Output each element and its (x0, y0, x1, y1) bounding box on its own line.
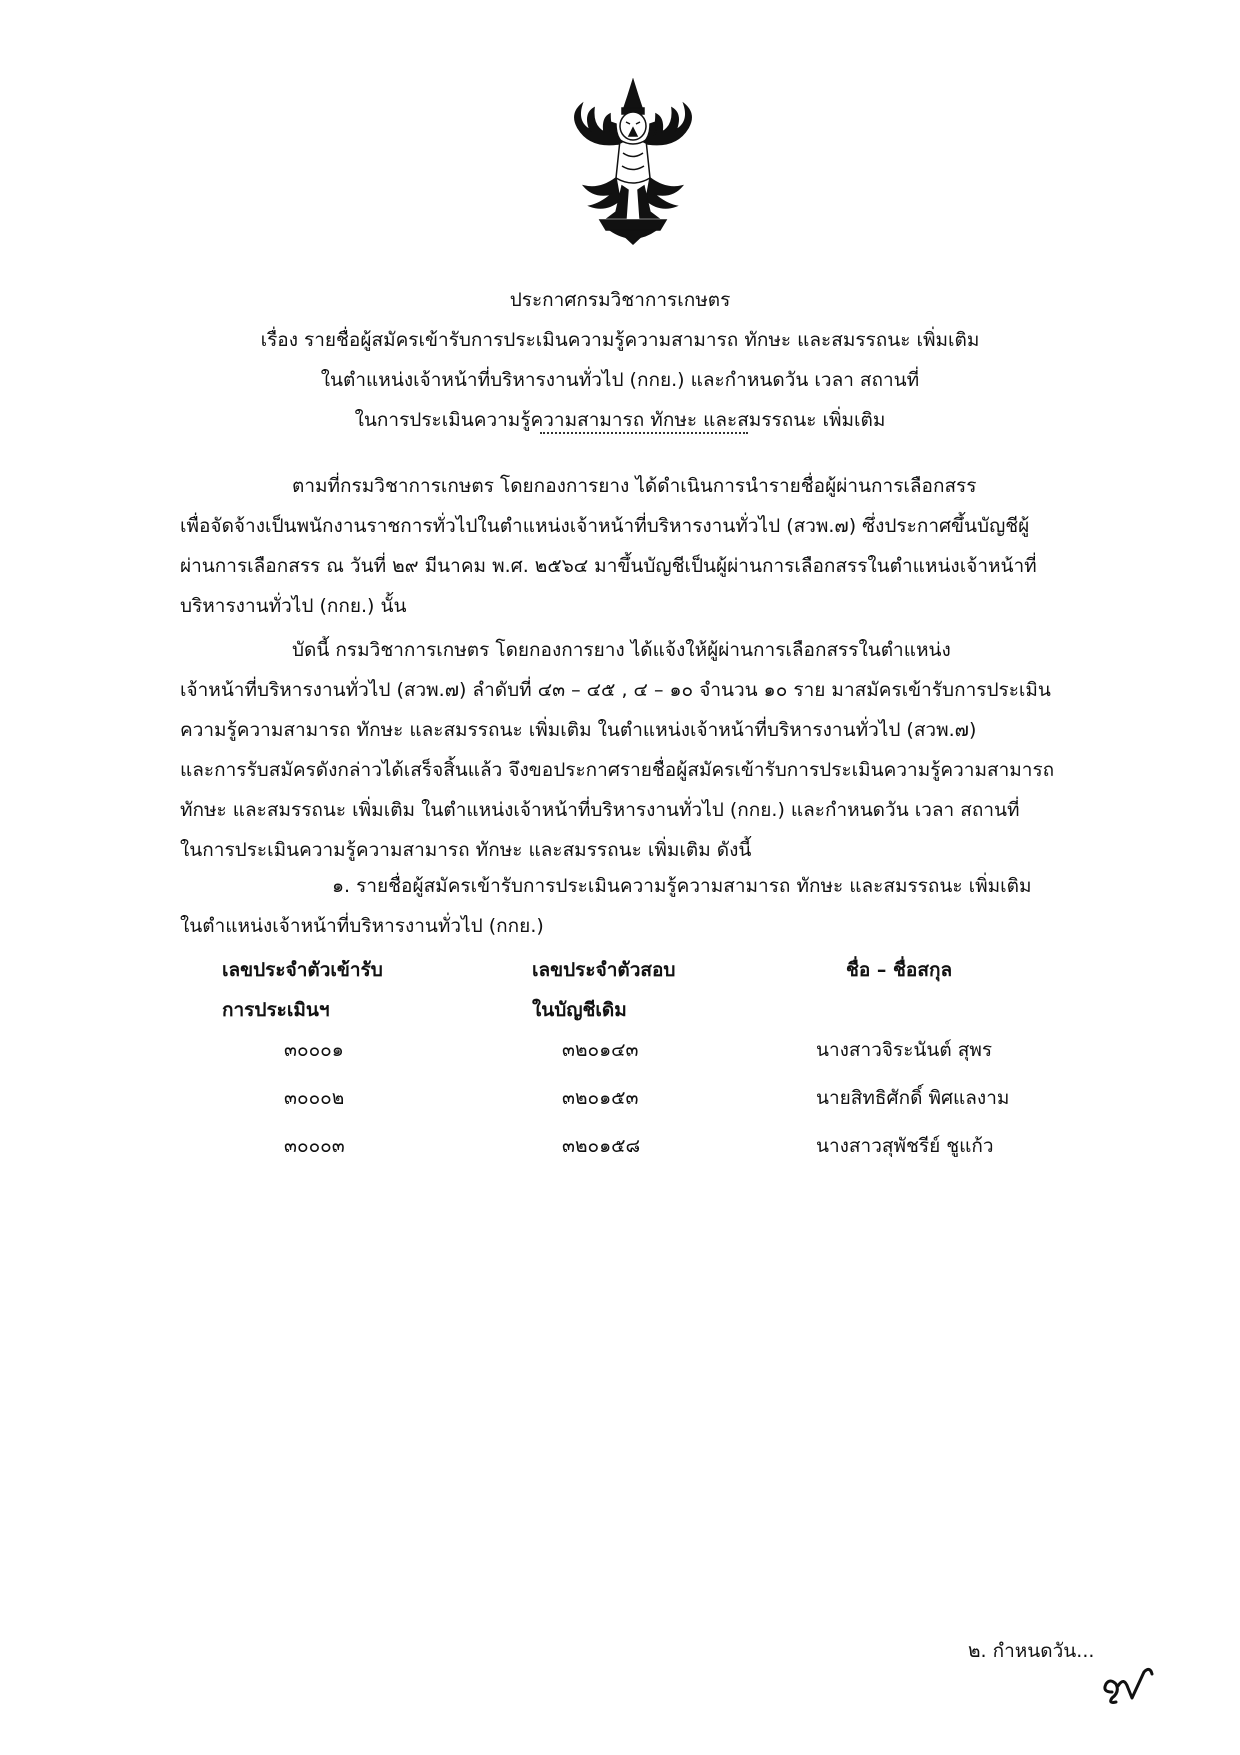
paragraph-line: บริหารงานทั่วไป (กกย.) นั้น (180, 595, 407, 617)
signature-initials (1098, 1662, 1168, 1708)
header-divider (540, 432, 748, 434)
col-header-eval-id (222, 950, 383, 1030)
paragraph-line: เพื่อจัดจ้างเป็นพนักงานราชการทั่วไปในตำแหน่งเจ้าหน้าที่บริหารงานทั่วไป (สวพ.๗) ซึ่งประกาศขึ้นบัญชีผู้ (180, 515, 1030, 537)
paragraph-1 (180, 466, 1100, 626)
col-header-name: ชื่อ – ชื่อสกุล (846, 959, 953, 981)
cell-name: นางสาวจิระนันต์ สุพร (816, 1039, 993, 1061)
announcement-header (0, 280, 1240, 440)
col-header-line: เลขประจำตัวเข้ารับ (222, 959, 383, 981)
paragraph-2 (180, 630, 1100, 870)
paragraph-line: ผ่านการเลือกสรร ณ วันที่ ๒๙ มีนาคม พ.ศ. ๒๕๖๔ มาขึ้นบัญชีเป็นผู้ผ่านการเลือกสรรในตำแหน่งเจ้าหน้าที่ (180, 555, 1037, 577)
paragraph-line: เจ้าหน้าที่บริหารงานทั่วไป (สวพ.๗) ลำดับที่ ๔๓ – ๔๕ , ๔ – ๑๐ จำนวน ๑๐ ราย มาสมัครเข้ารับการประเมิน (180, 679, 1051, 701)
paragraph-line: ในการประเมินความรู้ความสามารถ ทักษะ และสมรรถนะ เพิ่มเติม ดังนี้ (180, 839, 752, 861)
col-header-line: การประเมินฯ (222, 999, 330, 1021)
subject-line-1: เรื่อง รายชื่อผู้สมัครเข้ารับการประเมินความรู้ความสามารถ ทักษะ และสมรรถนะ เพิ่มเติม (260, 329, 980, 351)
subject-line-3: ในการประเมินความรู้ความสามารถ ทักษะ และสมรรถนะ เพิ่มเติม (354, 409, 886, 431)
paragraph-line: ตามที่กรมวิชาการเกษตร โดยกองการยาง ได้ดำเนินการนำรายชื่อผู้ผ่านการเลือกสรร (292, 475, 977, 497)
cell-exam-id: ๓๒๐๑๕๘ (562, 1135, 641, 1157)
cell-eval-id: ๓๐๐๐๓ (284, 1135, 345, 1157)
cell-name: นางสาวสุพัชรีย์ ชูแก้ว (816, 1135, 994, 1157)
paragraph-line: บัดนี้ กรมวิชาการเกษตร โดยกองการยาง ได้แจ้งให้ผู้ผ่านการเลือกสรรในตำแหน่ง (292, 639, 951, 661)
col-header-exam-id (532, 950, 675, 1030)
cell-eval-id: ๓๐๐๐๑ (284, 1039, 344, 1061)
paragraph-line: ทักษะ และสมรรถนะ เพิ่มเติม ในตำแหน่งเจ้าหน้าที่บริหารงานทั่วไป (กกย.) และกำหนดวัน เวลา สถานที่ (180, 799, 1020, 821)
item-1 (180, 866, 1100, 946)
cell-name: นายสิทธิศักดิ์ พิศแลงาม (816, 1087, 1010, 1109)
paragraph-line: และการรับสมัครดังกล่าวได้เสร็จสิ้นแล้ว จึงขอประกาศรายชื่อผู้สมัครเข้ารับการประเมินความรู้ความสามารถ (180, 759, 1055, 781)
garuda-emblem-icon (560, 78, 706, 246)
continued-note: ๒. กำหนดวัน... (968, 1640, 1095, 1662)
paragraph-line: ความรู้ความสามารถ ทักษะ และสมรรถนะ เพิ่มเติม ในตำแหน่งเจ้าหน้าที่บริหารงานทั่วไป (สวพ.๗) (180, 719, 977, 741)
item-line: ในตำแหน่งเจ้าหน้าที่บริหารงานทั่วไป (กกย.) (180, 915, 544, 937)
cell-eval-id: ๓๐๐๐๒ (284, 1087, 345, 1109)
cell-exam-id: ๓๒๐๑๕๓ (562, 1087, 639, 1109)
item-line: ๑. รายชื่อผู้สมัครเข้ารับการประเมินความรู้ความสามารถ ทักษะ และสมรรถนะ เพิ่มเติม (332, 875, 1032, 897)
agency-title: ประกาศกรมวิชาการเกษตร (509, 289, 731, 311)
col-header-line: ในบัญชีเดิม (532, 999, 627, 1021)
subject-line-2: ในตำแหน่งเจ้าหน้าที่บริหารงานทั่วไป (กกย.) และกำหนดวัน เวลา สถานที่ (320, 369, 920, 391)
col-header-line: เลขประจำตัวสอบ (532, 959, 676, 981)
cell-exam-id: ๓๒๐๑๔๓ (562, 1039, 639, 1061)
